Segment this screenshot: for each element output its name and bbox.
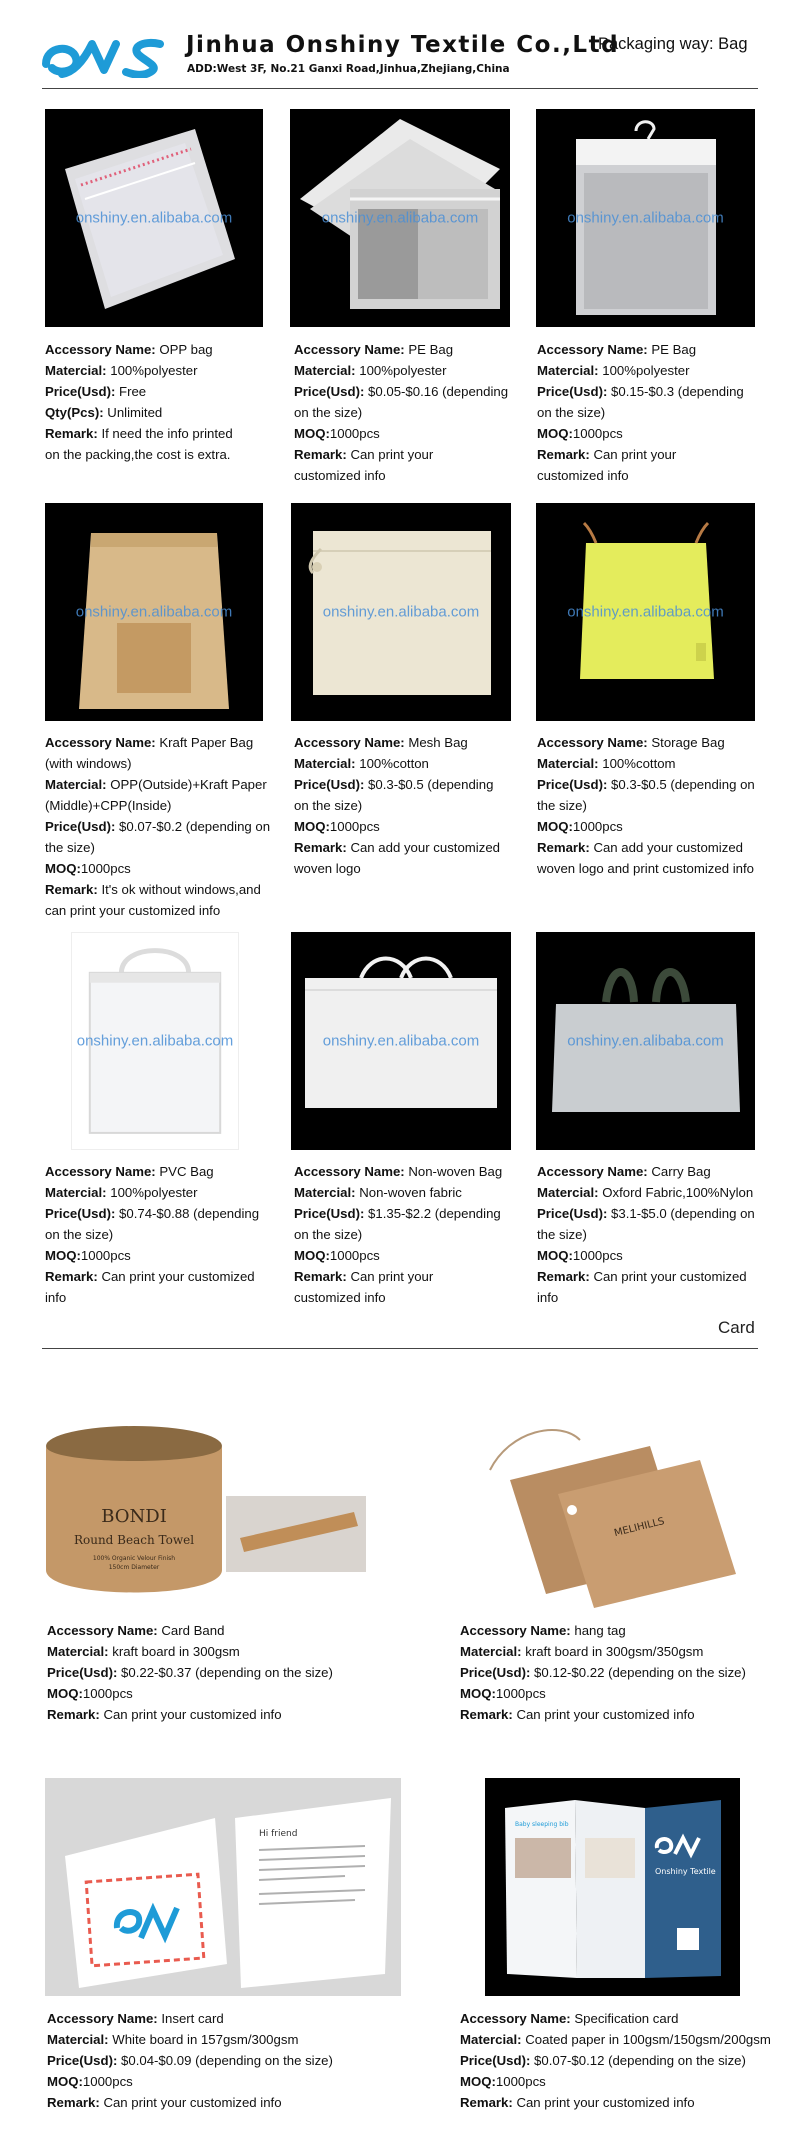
info-line <box>537 1203 755 1224</box>
info-label: Remark: <box>45 426 98 441</box>
info-line <box>537 444 744 465</box>
info-line <box>537 360 744 381</box>
packaging-way-title: Packaging way: Bag <box>598 35 748 53</box>
info-label: Matercial: <box>294 756 356 771</box>
hang-tag-info <box>460 1620 746 1725</box>
info-line <box>460 2050 771 2071</box>
spec-card-photo <box>485 1778 740 1996</box>
pvc-bag-info <box>45 1161 259 1308</box>
info-line <box>45 732 270 753</box>
carry-bag-info <box>537 1161 755 1308</box>
info-value: on the size) <box>537 405 606 420</box>
info-label: Matercial: <box>537 756 599 771</box>
info-label: MOQ: <box>47 1686 83 1701</box>
info-value: customized info <box>294 468 386 483</box>
info-line <box>294 423 508 444</box>
info-label: Price(Usd): <box>537 384 608 399</box>
info-value: Mesh Bag <box>404 735 468 750</box>
info-line <box>537 1245 755 1266</box>
watermark: onshiny.en.alibaba.com <box>322 603 480 621</box>
info-line <box>45 879 270 900</box>
info-line <box>45 1266 259 1287</box>
info-line <box>294 1203 502 1224</box>
info-line <box>537 732 755 753</box>
info-label: Accessory Name: <box>537 342 648 357</box>
kraft-bag-info <box>45 732 270 921</box>
info-label: Remark: <box>294 1269 347 1284</box>
info-value: on the packing,the cost is extra. <box>45 447 231 462</box>
info-value: hang tag <box>570 1623 626 1638</box>
info-line <box>45 402 233 423</box>
info-line <box>45 1245 259 1266</box>
info-value: Can print your customized info <box>99 2095 282 2110</box>
info-line <box>47 2029 333 2050</box>
info-value: 1000pcs <box>572 426 623 441</box>
info-line <box>45 423 233 444</box>
info-line <box>45 339 233 360</box>
spec-card-heading: Baby sleeping bib <box>515 1821 569 1828</box>
info-value: Can print your customized info <box>512 1707 695 1722</box>
info-line <box>460 1704 746 1725</box>
info-value: 1000pcs <box>82 2074 133 2089</box>
info-line <box>47 1683 333 1704</box>
info-value: kraft board in 300gsm <box>108 1644 240 1659</box>
info-line <box>294 1287 502 1308</box>
info-value: White board in 157gsm/300gsm <box>108 2032 299 2047</box>
info-line <box>294 858 500 879</box>
watermark: onshiny.en.alibaba.com <box>321 209 479 227</box>
info-line <box>294 360 508 381</box>
info-line <box>460 1683 746 1704</box>
info-value: $0.07-$0.12 (depending on the size) <box>530 2053 746 2068</box>
info-value: 1000pcs <box>82 1686 133 1701</box>
watermark: onshiny.en.alibaba.com <box>567 1032 724 1050</box>
info-line <box>45 858 270 879</box>
band-print-line4: 150cm Diameter <box>108 1564 160 1571</box>
info-label: Remark: <box>537 840 590 855</box>
company-name: Jinhua Onshiny Textile Co.,Ltd <box>186 32 620 58</box>
info-value: info <box>45 1290 67 1305</box>
info-line <box>460 1641 746 1662</box>
info-label: Accessory Name: <box>460 2011 571 2026</box>
info-value: $3.1-$5.0 (depending on <box>607 1206 755 1221</box>
info-label: Matercial: <box>460 1644 522 1659</box>
info-value: info <box>537 1290 559 1305</box>
info-label: Remark: <box>45 882 98 897</box>
pvc-bag-photo <box>71 932 239 1150</box>
info-label: Accessory Name: <box>47 2011 158 2026</box>
info-line <box>47 2071 333 2092</box>
info-value: Can add your customized <box>346 840 500 855</box>
info-value: (with windows) <box>45 756 132 771</box>
info-label: Accessory Name: <box>45 735 156 750</box>
info-value: PVC Bag <box>155 1164 214 1179</box>
card-band-info <box>47 1620 333 1725</box>
info-value: 100%cottom <box>598 756 676 771</box>
company-address: ADD:West 3F, No.21 Ganxi Road,Jinhua,Zhejiang,China <box>187 63 510 75</box>
info-value: Carry Bag <box>647 1164 711 1179</box>
info-line <box>537 381 744 402</box>
info-line <box>45 1203 259 1224</box>
info-line <box>47 1662 333 1683</box>
info-label: Price(Usd): <box>294 384 365 399</box>
info-value: $0.07-$0.2 (depending on <box>115 819 271 834</box>
info-value: the size) <box>537 1227 587 1242</box>
info-label: Accessory Name: <box>294 735 405 750</box>
info-line <box>294 1161 502 1182</box>
info-value: 1000pcs <box>572 819 623 834</box>
info-value: on the size) <box>294 405 363 420</box>
info-line <box>537 816 755 837</box>
info-label: Accessory Name: <box>537 1164 648 1179</box>
info-line <box>47 1641 333 1662</box>
info-line <box>537 858 755 879</box>
info-value: 1000pcs <box>329 819 380 834</box>
info-line <box>537 1287 755 1308</box>
info-line <box>537 402 744 423</box>
info-label: Remark: <box>460 1707 513 1722</box>
info-label: Price(Usd): <box>460 2053 531 2068</box>
opp-bag-photo <box>45 109 263 327</box>
info-label: MOQ: <box>45 861 81 876</box>
info-line <box>537 774 755 795</box>
watermark: onshiny.en.alibaba.com <box>322 1032 480 1050</box>
info-line <box>537 837 755 858</box>
info-label: MOQ: <box>294 426 330 441</box>
info-label: Price(Usd): <box>45 1206 116 1221</box>
info-label: MOQ: <box>460 2074 496 2089</box>
info-value: the size) <box>537 798 587 813</box>
info-value: 100%polyester <box>598 363 690 378</box>
info-label: Matercial: <box>45 363 107 378</box>
info-value: PE Bag <box>647 342 697 357</box>
info-label: MOQ: <box>537 819 573 834</box>
info-value: It's ok without windows,and <box>97 882 261 897</box>
info-label: Price(Usd): <box>537 1206 608 1221</box>
info-line <box>294 795 500 816</box>
pe-bag-photo <box>290 109 510 327</box>
info-line <box>294 837 500 858</box>
info-line <box>294 774 500 795</box>
info-line <box>45 774 270 795</box>
info-value: $0.3-$0.5 (depending on <box>607 777 755 792</box>
info-value: 100%polyester <box>106 363 198 378</box>
info-value: kraft board in 300gsm/350gsm <box>521 1644 704 1659</box>
info-value: Oxford Fabric,100%Nylon <box>598 1185 754 1200</box>
info-line <box>45 900 270 921</box>
spec-card-brand: Onshiny Textile <box>655 1867 716 1876</box>
card-section-title: Card <box>718 1318 755 1337</box>
info-value: Can print your <box>589 447 677 462</box>
info-label: Remark: <box>294 447 347 462</box>
info-value: $1.35-$2.2 (depending <box>364 1206 501 1221</box>
info-label: MOQ: <box>45 1248 81 1263</box>
info-line <box>537 753 755 774</box>
info-value: Can add your customized <box>589 840 743 855</box>
info-line <box>45 1224 259 1245</box>
info-value: Storage Bag <box>647 735 725 750</box>
info-line <box>45 1182 259 1203</box>
info-label: Remark: <box>537 447 590 462</box>
info-line <box>294 381 508 402</box>
info-value: 1000pcs <box>80 1248 131 1263</box>
info-line <box>537 1182 755 1203</box>
info-value: Non-woven Bag <box>404 1164 503 1179</box>
insert-card-photo <box>45 1778 401 1996</box>
insert-card-info <box>47 2008 333 2113</box>
info-value: 100%polyester <box>355 363 447 378</box>
info-label: Remark: <box>537 1269 590 1284</box>
info-line <box>47 1620 333 1641</box>
info-label: Price(Usd): <box>460 1665 531 1680</box>
non-woven-bag-info <box>294 1161 502 1308</box>
info-label: Accessory Name: <box>45 342 156 357</box>
mesh-bag-photo <box>291 503 511 721</box>
info-value: $0.04-$0.09 (depending on the size) <box>117 2053 333 2068</box>
info-value: Can print your <box>346 1269 434 1284</box>
info-value: 1000pcs <box>572 1248 623 1263</box>
info-value: (Middle)+CPP(Inside) <box>45 798 172 813</box>
info-value: $0.15-$0.3 (depending <box>607 384 744 399</box>
info-label: MOQ: <box>460 1686 496 1701</box>
pe-bag-hook-info <box>537 339 744 486</box>
info-value: Can print your <box>346 447 434 462</box>
info-label: Price(Usd): <box>45 384 116 399</box>
info-value: Insert card <box>157 2011 224 2026</box>
info-value: PE Bag <box>404 342 454 357</box>
info-value: on the size) <box>45 1227 114 1242</box>
info-line <box>537 795 755 816</box>
info-value: Can print your customized info <box>99 1707 282 1722</box>
info-label: Accessory Name: <box>537 735 648 750</box>
info-label: Accessory Name: <box>294 342 405 357</box>
info-value: OPP bag <box>155 342 213 357</box>
info-line <box>45 837 270 858</box>
info-label: Matercial: <box>294 363 356 378</box>
info-value: Card Band <box>157 1623 225 1638</box>
watermark: onshiny.en.alibaba.com <box>75 603 233 621</box>
info-line <box>47 2050 333 2071</box>
info-line <box>460 2092 771 2113</box>
info-value: Non-woven fabric <box>355 1185 462 1200</box>
card-section-divider <box>42 1348 758 1349</box>
info-label: Matercial: <box>294 1185 356 1200</box>
info-line <box>294 1182 502 1203</box>
info-label: Matercial: <box>460 2032 522 2047</box>
info-label: Matercial: <box>47 2032 109 2047</box>
info-line <box>537 465 744 486</box>
watermark: onshiny.en.alibaba.com <box>76 1032 234 1050</box>
info-label: Price(Usd): <box>294 1206 365 1221</box>
info-label: Remark: <box>294 840 347 855</box>
non-woven-bag-photo <box>291 932 511 1150</box>
insert-card-heading: Hi friend <box>259 1829 298 1839</box>
info-value: the size) <box>45 840 95 855</box>
info-label: Accessory Name: <box>294 1164 405 1179</box>
info-line <box>294 444 508 465</box>
info-value: Free <box>115 384 147 399</box>
info-label: Price(Usd): <box>537 777 608 792</box>
info-label: Matercial: <box>537 363 599 378</box>
info-line <box>45 1161 259 1182</box>
info-line <box>294 1266 502 1287</box>
info-label: Remark: <box>460 2095 513 2110</box>
info-value: $0.12-$0.22 (depending on the size) <box>530 1665 746 1680</box>
info-value: 1000pcs <box>80 861 131 876</box>
info-value: $0.74-$0.88 (depending <box>115 1206 260 1221</box>
info-value: 1000pcs <box>495 2074 546 2089</box>
info-label: Matercial: <box>45 1185 107 1200</box>
info-label: Price(Usd): <box>294 777 365 792</box>
info-value: Specification card <box>570 2011 679 2026</box>
info-label: Accessory Name: <box>45 1164 156 1179</box>
info-line <box>460 1620 746 1641</box>
info-label: Remark: <box>47 2095 100 2110</box>
info-line <box>294 402 508 423</box>
info-line <box>45 1287 259 1308</box>
mesh-bag-info <box>294 732 500 879</box>
info-label: MOQ: <box>294 1248 330 1263</box>
info-label: Matercial: <box>47 1644 109 1659</box>
info-line <box>47 2092 333 2113</box>
info-line <box>45 381 233 402</box>
info-line <box>294 753 500 774</box>
band-print-line2: Round Beach Towel <box>73 1533 195 1547</box>
info-value: 1000pcs <box>329 1248 380 1263</box>
info-line <box>460 2008 771 2029</box>
info-label: Remark: <box>47 1707 100 1722</box>
info-label: Accessory Name: <box>460 1623 571 1638</box>
storage-bag-photo <box>536 503 755 721</box>
pe-bag-hook-photo <box>536 109 755 327</box>
info-value: Can print your customized <box>589 1269 747 1284</box>
info-line <box>45 444 233 465</box>
watermark: onshiny.en.alibaba.com <box>567 209 724 227</box>
info-line <box>294 1224 502 1245</box>
info-value: 1000pcs <box>329 426 380 441</box>
info-value: Unlimited <box>103 405 163 420</box>
info-label: MOQ: <box>537 426 573 441</box>
info-label: Price(Usd): <box>45 819 116 834</box>
info-value: If need the info printed <box>97 426 233 441</box>
storage-bag-info <box>537 732 755 879</box>
info-line <box>45 360 233 381</box>
info-value: can print your customized info <box>45 903 221 918</box>
info-value: $0.3-$0.5 (depending <box>364 777 494 792</box>
watermark: onshiny.en.alibaba.com <box>567 603 724 621</box>
info-line <box>294 465 508 486</box>
info-line <box>294 339 508 360</box>
info-value: $0.05-$0.16 (depending <box>364 384 509 399</box>
opp-bag-info <box>45 339 233 465</box>
info-line <box>45 753 270 774</box>
info-value: $0.22-$0.37 (depending on the size) <box>117 1665 333 1680</box>
info-label: Matercial: <box>537 1185 599 1200</box>
info-value: 1000pcs <box>495 1686 546 1701</box>
info-label: Matercial: <box>45 777 107 792</box>
header-divider <box>42 88 758 89</box>
info-line <box>537 1224 755 1245</box>
info-value: 100%cotton <box>355 756 429 771</box>
band-print-line1: BONDI <box>101 1506 167 1527</box>
info-label: Qty(Pcs): <box>45 405 104 420</box>
watermark: onshiny.en.alibaba.com <box>75 209 233 227</box>
info-label: MOQ: <box>537 1248 573 1263</box>
info-line <box>537 423 744 444</box>
info-line <box>537 1266 755 1287</box>
info-line <box>45 795 270 816</box>
info-value: woven logo <box>294 861 361 876</box>
kraft-bag-photo <box>45 503 263 721</box>
info-label: Remark: <box>45 1269 98 1284</box>
info-line <box>294 1245 502 1266</box>
info-line <box>460 1662 746 1683</box>
info-line <box>45 816 270 837</box>
info-value: on the size) <box>294 798 363 813</box>
pe-bag-info <box>294 339 508 486</box>
info-value: on the size) <box>294 1227 363 1242</box>
info-line <box>294 816 500 837</box>
info-line <box>537 1161 755 1182</box>
info-line <box>460 2029 771 2050</box>
info-line <box>537 339 744 360</box>
info-value: woven logo and print customized info <box>537 861 754 876</box>
spec-card-info <box>460 2008 771 2113</box>
info-value: customized info <box>537 468 629 483</box>
info-value: Can print your customized info <box>512 2095 695 2110</box>
info-value: customized info <box>294 1290 386 1305</box>
info-line <box>294 732 500 753</box>
info-label: Price(Usd): <box>47 2053 118 2068</box>
info-value: Kraft Paper Bag <box>155 735 254 750</box>
info-line <box>47 2008 333 2029</box>
info-label: Accessory Name: <box>47 1623 158 1638</box>
info-value: OPP(Outside)+Kraft Paper <box>106 777 267 792</box>
info-line <box>460 2071 771 2092</box>
company-logo <box>42 34 176 78</box>
hang-tag-brand: MELIHILLS <box>613 1516 666 1540</box>
carry-bag-photo <box>536 932 755 1150</box>
band-print-line3: 100% Organic Velour Finish <box>92 1555 176 1562</box>
info-label: MOQ: <box>47 2074 83 2089</box>
info-value: Coated paper in 100gsm/150gsm/200gsm <box>521 2032 771 2047</box>
info-label: MOQ: <box>294 819 330 834</box>
info-label: Price(Usd): <box>47 1665 118 1680</box>
info-value: 100%polyester <box>106 1185 198 1200</box>
hang-tag-photo <box>450 1410 760 1610</box>
info-value: Can print your customized <box>97 1269 255 1284</box>
card-band-photo <box>34 1410 374 1610</box>
info-line <box>47 1704 333 1725</box>
